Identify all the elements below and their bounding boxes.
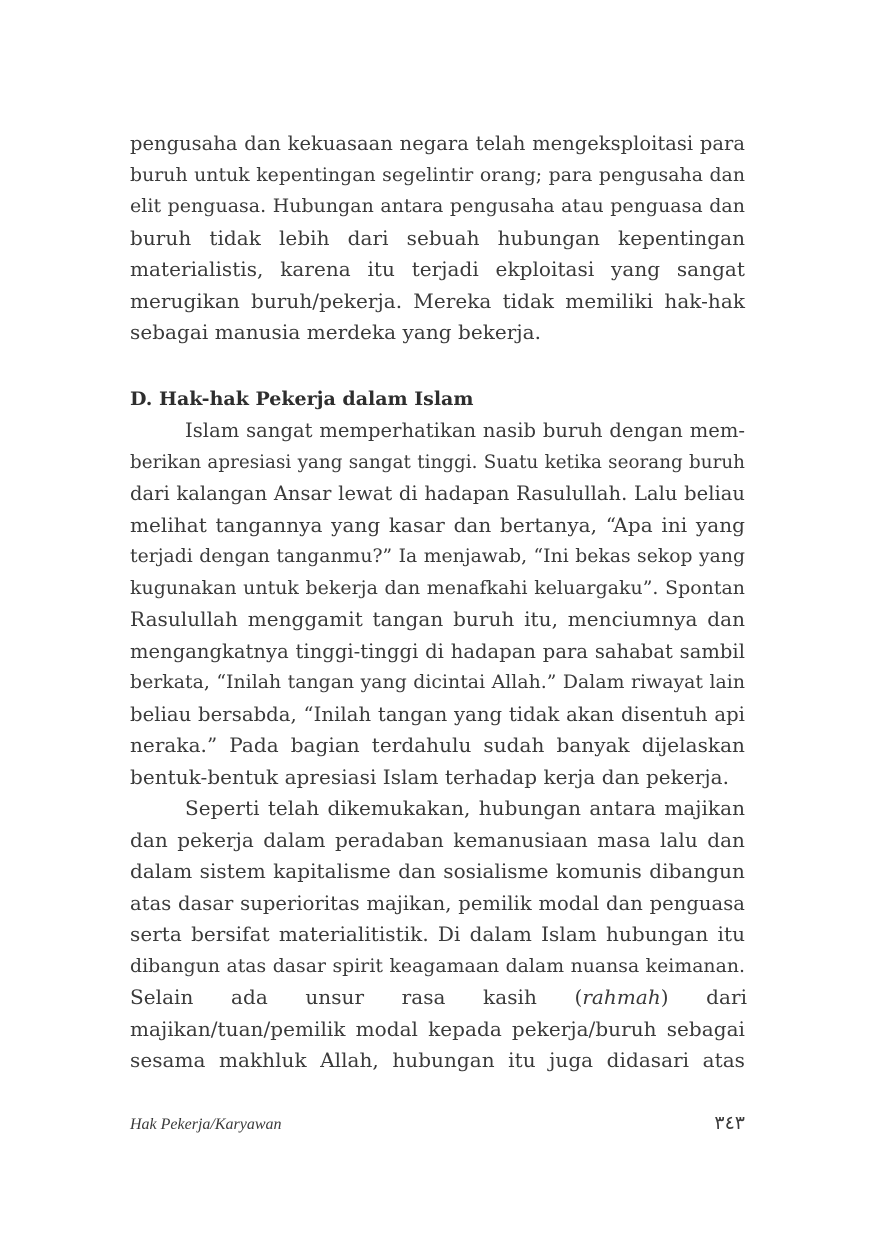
text-line: kugunakan untuk bekerja dan menafkahi keluargaku”. Spontan [130,576,745,599]
text-line: beliau bersabda, “Inilah tangan yang tidak akan disentuh api [130,702,745,726]
text-line: berikan apresiasi yang sangat tinggi. Suatu ketika seorang buruh [130,451,745,473]
text-line: sebagai manusia merdeka yang bekerja. [130,320,542,344]
text-line: mengangkatnya tinggi-tinggi di hadapan para sahabat sambil [130,639,745,663]
page-body [130,128,748,1077]
text-line-segment: Selain ada unsur rasa kasih ( [130,985,583,1009]
text-line [130,982,748,1014]
paragraph-1 [130,415,745,793]
paragraph-2 [130,793,748,1077]
text-line: buruh tidak lebih dari sebuah hubungan kepentingan [130,225,745,250]
text-line: Rasulullah menggamit tangan buruh itu, menciumnya dan [130,607,745,631]
page-number: ٣٤٣ [714,1112,745,1134]
text-line: pengusaha dan kekuasaan negara telah mengeksploitasi para [130,132,745,155]
text-line: majikan/tuan/pemilik modal kepada pekerja/buruh sebagai [130,1016,745,1041]
text-line: materialistis, karena itu terjadi ekploitasi yang sangat [130,257,745,281]
text-line: Seperti telah dikemukakan, hubungan antara majikan [185,796,745,820]
text-line: sesama makhluk Allah, hubungan itu juga didasari atas [130,1048,745,1072]
intro-paragraph [130,128,745,349]
text-line: merugikan buruh/pekerja. Mereka tidak memiliki hak-hak [130,288,745,313]
text-line: elit penguasa. Hubungan antara pengusaha atau penguasa dan [130,195,745,217]
running-title: Hak Pekerja/Karyawan [130,1116,282,1133]
text-line: atas dasar superioritas majikan, pemilik modal dan penguasa [130,891,745,915]
text-line: dibangun atas dasar spirit keagamaan dalam nuansa keimanan. [130,955,745,977]
text-line: melihat tangannya yang kasar dan bertanya, “Apa ini yang [130,512,745,537]
text-line: dan pekerja dalam peradaban kemanusiaan masa lalu dan [130,827,745,852]
text-line: dalam sistem kapitalisme dan sosialisme komunis dibangun [130,859,745,883]
text-line: berkata, “Inilah tangan yang dicintai Allah.” Dalam riwayat lain [130,672,745,693]
text-line: Islam sangat memperhatikan nasib buruh dengan mem- [185,419,745,442]
text-line: serta bersifat materialitistik. Di dalam Islam hubungan itu [130,922,745,946]
page-footer [130,1112,745,1140]
text-line: neraka.” Pada bagian terdahulu sudah banyak dijelaskan [130,733,745,757]
text-line: terjadi dengan tanganmu?” Ia menjawab, “Ini bekas sekop yang [130,546,745,567]
italic-term: rahmah [582,985,661,1009]
text-line: buruh untuk kepentingan segelintir orang; para pengusaha dan [130,164,745,186]
section-heading: D. Hak-hak Pekerja dalam Islam [130,387,474,410]
text-line: bentuk-bentuk apresiasi Islam terhadap kerja dan pekerja. [130,764,729,789]
text-line-segment: ) dari [660,985,748,1009]
text-line: dari kalangan Ansar lewat di hadapan Rasulullah. Lalu beliau [130,482,745,505]
